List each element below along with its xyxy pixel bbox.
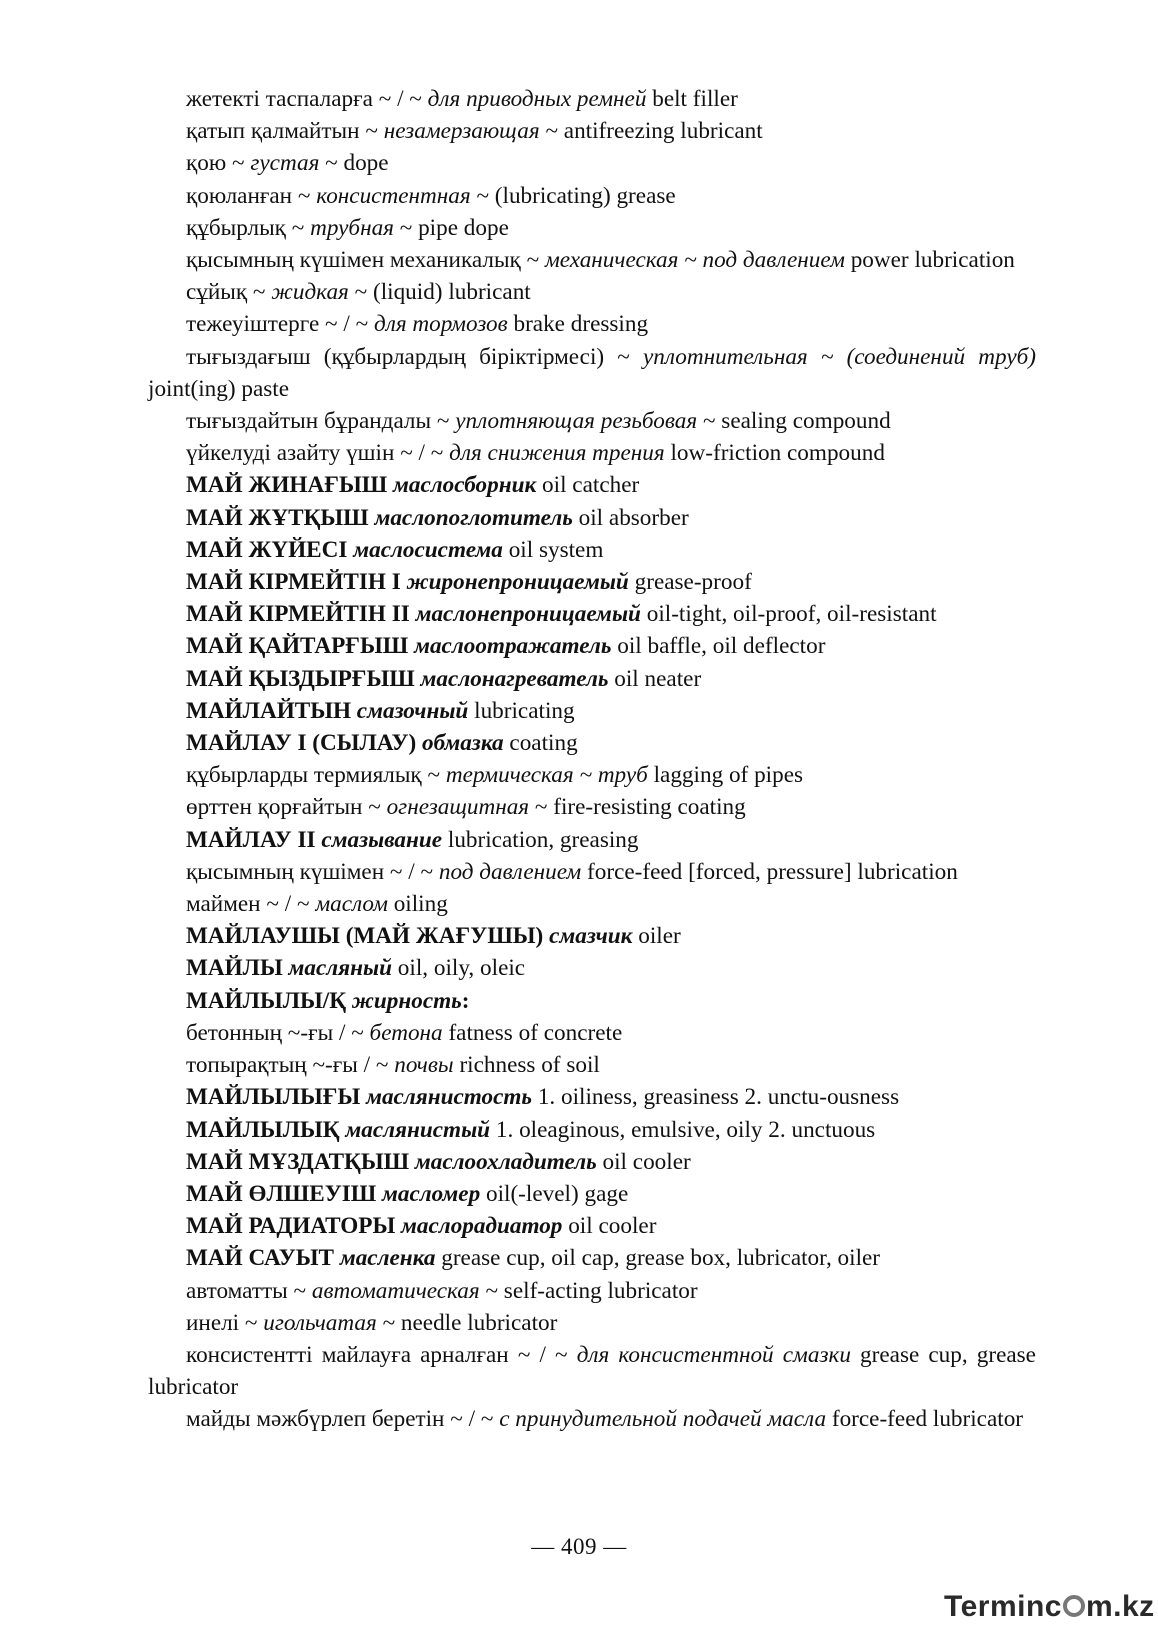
dictionary-entry — [148, 1339, 1036, 1403]
dictionary-entry — [148, 663, 1036, 695]
dictionary-entry — [148, 115, 1036, 147]
dictionary-entry — [148, 502, 1036, 534]
english-term: oil-tight, oil-proof, oil-resistant — [640, 601, 937, 628]
dictionary-entry — [148, 1114, 1036, 1146]
kazakh-term: өрттен қорғайтын ~ — [186, 794, 387, 821]
russian-term: для консистентной смазки — [576, 1341, 851, 1368]
english-term: oil baffle, oil deflector — [611, 633, 826, 660]
watermark-text-start: Terminc — [944, 1590, 1062, 1623]
english-term: lagging of pipes — [647, 762, 804, 789]
kazakh-term: майды мәжбүрлеп беретін ~ / ~ — [186, 1406, 500, 1433]
english-term: oil cooler — [596, 1148, 691, 1175]
english-term: lubrication, greasing — [442, 826, 639, 853]
dictionary-entry — [148, 276, 1036, 308]
dictionary-entry — [148, 1275, 1036, 1307]
headword: МАЙ МҰЗДАТҚЫШ — [186, 1148, 415, 1175]
english-term: ~ pipe dope — [393, 214, 509, 241]
kazakh-term: тығыздағыш (құбырлардың біріктірмесі) ~ — [186, 343, 643, 370]
headword: МАЙ ЖИНАҒЫШ — [186, 472, 393, 499]
russian-term: игольчатая — [263, 1309, 377, 1336]
dictionary-entry — [148, 437, 1036, 469]
english-term: ~ needle lubricator — [376, 1309, 558, 1336]
kazakh-term: үйкелуді азайту үшін ~ / ~ — [186, 440, 450, 467]
dictionary-entry — [148, 534, 1036, 566]
watermark-o-icon — [1063, 1595, 1085, 1617]
dictionary-entry — [148, 244, 1036, 276]
russian-term: консистентная — [316, 182, 471, 209]
english-term: ~ dope — [319, 150, 389, 177]
english-term: grease-proof — [628, 569, 752, 596]
headword-russian: маслянистость — [366, 1084, 533, 1111]
headword-russian: маслоотражатель — [414, 633, 612, 660]
dictionary-entry — [148, 824, 1036, 856]
headword-russian: маслосборник — [393, 472, 537, 499]
dictionary-entry — [148, 630, 1036, 662]
kazakh-term: құбырларды термиялық ~ — [186, 762, 446, 789]
dictionary-entry — [148, 1210, 1036, 1242]
headword-russian: маслонагреватель — [420, 665, 609, 692]
dictionary-entry — [148, 147, 1036, 179]
kazakh-term: жетекті таспаларға ~ / ~ — [186, 86, 428, 112]
headword-russian: смазочный — [356, 697, 469, 724]
headword-russian: обмазка — [422, 730, 504, 757]
russian-term: незамерзающая — [383, 118, 540, 145]
english-term: oil neater — [608, 665, 702, 692]
english-term: oil(-level) gage — [480, 1180, 629, 1207]
headword: МАЙЛЫЛЫҒЫ — [186, 1084, 367, 1111]
kazakh-term: құбырлық ~ — [186, 214, 311, 241]
headword-russian: маслонепроницаемый — [415, 601, 641, 628]
dictionary-entry — [148, 920, 1036, 952]
dictionary-entry — [148, 308, 1036, 340]
headword: МАЙ ЖҮЙЕСІ — [186, 536, 354, 563]
dictionary-entry — [148, 1146, 1036, 1178]
russian-term: автоматическая — [311, 1277, 480, 1304]
english-term: lubricating — [468, 697, 575, 724]
english-term: ~ (lubricating) grease — [470, 182, 676, 209]
russian-term: огнезащитная — [386, 794, 530, 821]
russian-term: трубная — [310, 214, 394, 241]
kazakh-term: инелі ~ — [186, 1309, 264, 1336]
kazakh-term: сұйық ~ — [186, 279, 272, 306]
dictionary-entry — [148, 1307, 1036, 1339]
dictionary-entry — [148, 598, 1036, 630]
english-term: force-feed lubricator — [826, 1406, 1024, 1433]
dictionary-entry — [148, 856, 1036, 888]
russian-term: почвы — [394, 1052, 454, 1079]
dictionary-entry — [148, 1081, 1036, 1113]
russian-term: уплотняющая резьбовая — [455, 408, 698, 435]
english-term: 1. oleaginous, emulsive, oily 2. unctuous — [490, 1116, 876, 1143]
kazakh-term: тығыздайтын бұрандалы ~ — [186, 408, 456, 435]
dictionary-entry — [148, 791, 1036, 823]
english-term: ~ antifreezing lubricant — [539, 118, 763, 145]
dictionary-entry — [148, 566, 1036, 598]
russian-term: термическая ~ труб — [445, 762, 648, 789]
headword: МАЙ ҚЫЗДЫРҒЫШ — [186, 665, 421, 692]
watermark-text-end: m.kz — [1085, 1590, 1155, 1623]
headword-russian: жиронепроницаемый — [406, 569, 629, 596]
english-term: ~ self-acting lubricator — [479, 1277, 698, 1304]
kazakh-term: топырақтың ~-ғы / ~ — [186, 1052, 395, 1079]
page-number: — 409 — — [531, 1534, 627, 1559]
english-term: ~ sealing compound — [697, 408, 891, 435]
dictionary-entry — [148, 888, 1036, 920]
kazakh-term: тежеуіштерге ~ / ~ — [186, 311, 374, 338]
kazakh-term: қою ~ — [186, 150, 251, 177]
russian-term: для приводных ремней — [427, 86, 647, 112]
headword: МАЙ РАДИАТОРЫ — [186, 1213, 402, 1240]
dictionary-entry — [148, 1178, 1036, 1210]
headword-russian: маслопоглотитель — [374, 504, 573, 531]
english-term: low-friction compound — [664, 440, 885, 467]
english-term: oil catcher — [536, 472, 640, 499]
headword: МАЙ ӨЛШЕУІШ — [186, 1180, 383, 1207]
kazakh-term: қысымның күшімен механикалық ~ — [186, 247, 545, 274]
russian-term: уплотнительная ~ (соединений труб) — [643, 343, 1036, 370]
headword: МАЙЛЫ — [186, 955, 289, 982]
dictionary-entry — [148, 83, 1036, 115]
russian-term: маслом — [315, 891, 388, 918]
english-term: grease cup, grease lubricator — [148, 1341, 1036, 1401]
dictionary-page — [148, 83, 1036, 1436]
headword: МАЙЛАЙТЫН — [186, 697, 357, 724]
kazakh-term: қоюланған ~ — [186, 182, 317, 209]
headword: МАЙ ҚАЙТАРҒЫШ — [186, 633, 415, 660]
english-term: brake dressing — [507, 311, 649, 338]
headword-russian: маслянистый — [345, 1116, 491, 1143]
headword: МАЙЛАУ II — [186, 826, 322, 853]
headword-russian: маслосистема — [353, 536, 503, 563]
english-term: joint(ing) paste — [148, 375, 290, 402]
headword: МАЙ КІРМЕЙТІН II — [186, 601, 416, 628]
english-term: grease cup, oil cap, grease box, lubricator, oiler — [435, 1245, 881, 1272]
english-term: oiler — [632, 923, 681, 950]
headword: МАЙЛЫЛЫ/Қ — [186, 987, 352, 1014]
english-term: oil, oily, oleic — [392, 955, 526, 982]
dictionary-entry — [148, 212, 1036, 244]
headword-russian: масломер — [382, 1180, 481, 1207]
english-term: power lubrication — [844, 247, 1015, 274]
english-term: fatness of concrete — [442, 1019, 623, 1046]
headword-russian: масленка — [339, 1245, 436, 1272]
dictionary-entry — [148, 469, 1036, 501]
dictionary-entry — [148, 985, 1036, 1017]
english-term: oiling — [387, 891, 448, 918]
dictionary-entry — [148, 695, 1036, 727]
headword: МАЙ КІРМЕЙТІН I — [186, 569, 407, 596]
dictionary-entry — [148, 952, 1036, 984]
dictionary-entry — [148, 1403, 1036, 1435]
dictionary-entry — [148, 1017, 1036, 1049]
english-term: ~ (liquid) lubricant — [348, 279, 531, 306]
headword: : — [461, 987, 470, 1014]
headword: МАЙЛАУШЫ (МАЙ ЖАҒУШЫ) — [186, 923, 550, 950]
kazakh-term: консистентті майлауға арналған ~ / ~ — [186, 1341, 577, 1368]
english-term: oil system — [502, 536, 604, 563]
english-term: richness of soil — [453, 1052, 600, 1079]
english-term: oil absorber — [572, 504, 689, 531]
dictionary-entry — [148, 727, 1036, 759]
dictionary-entry — [148, 759, 1036, 791]
dictionary-entry — [148, 180, 1036, 212]
english-term: belt filler — [646, 86, 738, 112]
english-term: ~ fire-resisting coating — [529, 794, 746, 821]
kazakh-term: автоматты ~ — [186, 1277, 312, 1304]
headword-russian: масляный — [288, 955, 392, 982]
russian-term: с принудительной подачей масла — [499, 1406, 827, 1433]
headword-russian: смазывание — [321, 826, 443, 853]
headword-russian: маслорадиатор — [401, 1213, 563, 1240]
kazakh-term: қысымның күшімен ~ / ~ — [186, 858, 439, 885]
russian-term: густая — [250, 150, 320, 177]
english-term: 1. oiliness, greasiness 2. unctu-ousness — [532, 1084, 900, 1111]
headword: МАЙЛАУ I (СЫЛАУ) — [186, 730, 423, 757]
dictionary-entry — [148, 1049, 1036, 1081]
headword-russian: маслоохладитель — [414, 1148, 597, 1175]
english-term: force-feed [forced, pressure] lubrication — [581, 858, 958, 885]
headword: МАЙ ЖҰТҚЫШ — [186, 504, 375, 531]
site-watermark-logo[interactable] — [944, 1590, 1155, 1624]
kazakh-term: маймен ~ / ~ — [186, 891, 316, 918]
russian-term: бетона — [369, 1019, 443, 1046]
english-term: coating — [503, 730, 578, 757]
dictionary-entry — [148, 341, 1036, 405]
russian-term: жидкая — [271, 279, 349, 306]
english-term: oil cooler — [562, 1213, 657, 1240]
dictionary-entry — [148, 405, 1036, 437]
russian-term: для тормозов — [373, 311, 508, 338]
dictionary-entry — [148, 1242, 1036, 1274]
headword: МАЙ САУЫТ — [186, 1245, 340, 1272]
russian-term: для снижения трения — [449, 440, 665, 467]
russian-term: под давлением — [438, 858, 582, 885]
kazakh-term: бетонның ~-ғы / ~ — [186, 1019, 370, 1046]
russian-term: механическая ~ под давлением — [544, 247, 845, 274]
headword-russian: жирность — [351, 987, 462, 1014]
kazakh-term: қатып қалмайтын ~ — [186, 118, 384, 145]
headword: МАЙЛЫЛЫҚ — [186, 1116, 346, 1143]
headword-russian: смазчик — [549, 923, 633, 950]
